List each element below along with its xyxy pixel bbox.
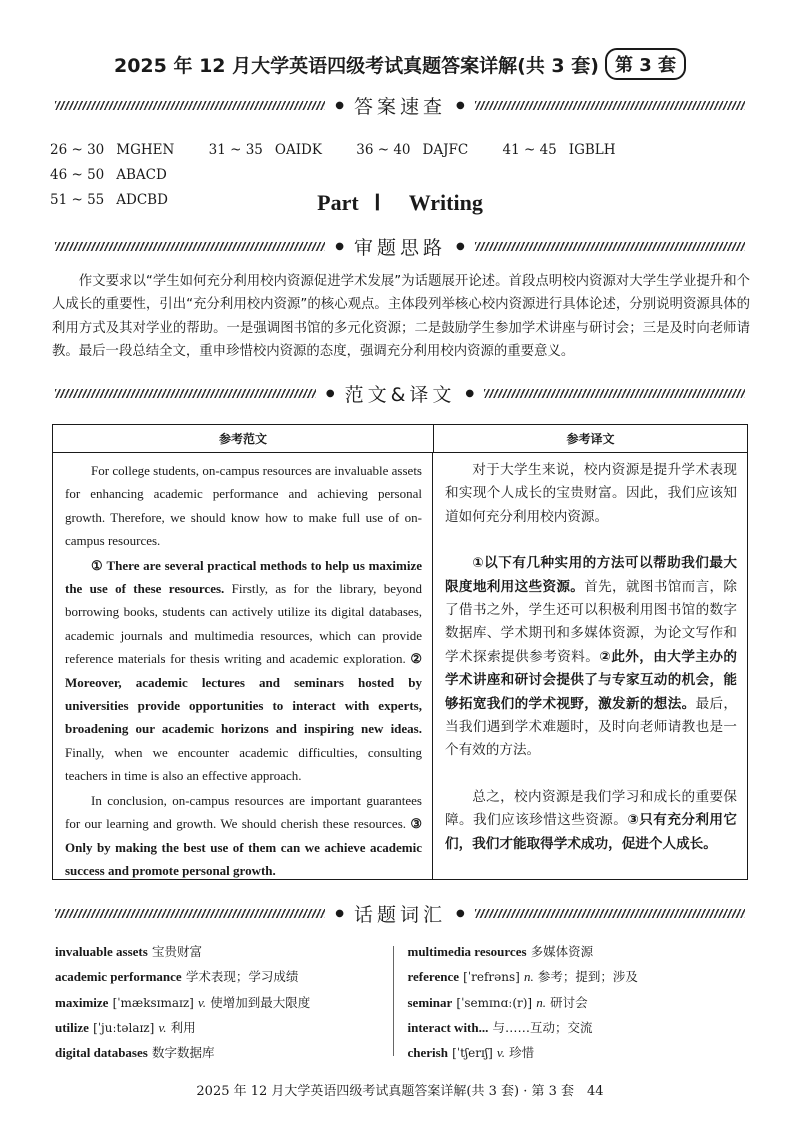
bullet-icon: ● bbox=[456, 240, 465, 252]
vocab-meaning: 宝贵财富 bbox=[151, 944, 202, 959]
section-label: 审题思路 bbox=[354, 236, 447, 259]
bullet-icon: ● bbox=[335, 240, 344, 252]
vocab-phonetic: [ˈtʃerɪʃ] bbox=[452, 1046, 493, 1061]
translation-paragraph-3 bbox=[445, 786, 737, 856]
vocab-term: reference bbox=[407, 969, 459, 985]
section-header-model bbox=[55, 380, 745, 406]
answer-value: DAJFC bbox=[422, 142, 469, 158]
vocab-pos: n. bbox=[536, 994, 547, 1010]
answer-value: ABACD bbox=[116, 167, 167, 183]
vocab-term: invaluable assets bbox=[55, 944, 148, 959]
section-label: 话题词汇 bbox=[354, 903, 447, 926]
header-translation: 参考译文 bbox=[566, 432, 615, 446]
essay-text: Finally, when we encounter academic difficulties, consulting teachers in time is also an effective approach. bbox=[65, 744, 422, 784]
vocab-item bbox=[55, 965, 393, 990]
section-label: 范文&译文 bbox=[344, 383, 456, 406]
thinking-paragraph: 作文要求以“学生如何充分利用校内资源促进学术发展”为话题展开论述。首段点明校内资源对大学生学业提升和个人成长的重要性，引出“充分利用校内资源”的核心观点。主体段列举核心校内资源进行具体论述，分别说明资源具体的利用方式及其对学业的帮助。一是强调图书馆的多元化资源；二是鼓励学生参加学术讲座与研讨会；三是及时向老师请教。最后一段总结全文，重申珍惜校内资源的态度，强调充分利用校内资源的重要意义。 bbox=[52, 274, 750, 359]
section-header-vocab bbox=[55, 900, 745, 926]
vocab-item bbox=[408, 1016, 746, 1041]
vocab-phonetic: [ˈrefrəns] bbox=[463, 970, 520, 985]
translation-text: 总之，校内资源是我们学习和成长的重要保障。我们应该珍惜这些资源。 bbox=[445, 788, 737, 829]
translation-paragraph-2 bbox=[445, 552, 737, 763]
vocab-term: utilize bbox=[55, 1019, 89, 1035]
vocab-meaning: 多媒体资源 bbox=[530, 944, 594, 959]
table-header-row bbox=[53, 425, 747, 453]
key-sentence-3-zh: ③只有充分利用它们，我们才能取得学术成功，促进个人成长。 bbox=[445, 812, 738, 852]
bullet-icon: ● bbox=[465, 387, 475, 399]
vocab-meaning: 利用 bbox=[170, 1019, 196, 1035]
vocab-pos: v. bbox=[158, 1019, 167, 1035]
vocab-item bbox=[408, 1041, 746, 1066]
essay-text: In conclusion, on-campus resources are important guarantees for our learning and growth. We should cherish these resources. bbox=[65, 792, 422, 832]
answer-item bbox=[50, 163, 167, 188]
essay-text: Firstly, as for the library, beyond borrowing books, students can actively utilize its digital databases, academic journals and multimedia resources, which can provide reference materials for thesis writing and academic exploration. bbox=[65, 581, 422, 667]
bullet-icon: ● bbox=[456, 907, 465, 919]
vocab-meaning: 学术表现；学习成绩 bbox=[185, 969, 299, 985]
hatch-divider bbox=[475, 242, 745, 251]
vocab-phonetic: [ˈmæksɪmaɪz] bbox=[112, 995, 194, 1010]
answer-item bbox=[503, 138, 616, 163]
part-title bbox=[0, 190, 800, 216]
translation-cell bbox=[433, 453, 747, 879]
answer-range: 51 ~ 55 bbox=[50, 192, 105, 208]
key-sentence-2: ② Moreover, academic lectures and seminars hosted by universities provide opportunities to interact with experts, broadening our academic horizons and inspiring new ideas. bbox=[65, 651, 422, 737]
hatch-divider bbox=[55, 389, 316, 398]
vocab-term: cherish bbox=[407, 1045, 448, 1061]
hatch-divider bbox=[55, 101, 325, 110]
vocab-item bbox=[408, 940, 746, 965]
bullet-icon: ● bbox=[335, 907, 344, 919]
vocab-item bbox=[55, 991, 393, 1016]
key-sentence-3: ③ Only by making the best use of them can we achieve academic success and promote personal growth. bbox=[65, 816, 422, 878]
vocab-meaning: 与……互动；交流 bbox=[492, 1019, 593, 1035]
page-footer: 2025 年 12 月大学英语四级考试真题答案详解(共 3 套) · 第 3 套 44 bbox=[196, 1084, 604, 1099]
part-name: Writing bbox=[408, 190, 483, 215]
hatch-divider bbox=[484, 389, 745, 398]
set-badge: 第 3 套 bbox=[605, 48, 686, 80]
vocab-item bbox=[408, 965, 746, 990]
vocab-list bbox=[55, 940, 745, 1062]
vocab-term: seminar bbox=[407, 994, 453, 1010]
page-title bbox=[30, 44, 770, 84]
key-sentence-1-zh: ①以下有几种实用的方法可以帮助我们最大限度地利用这些资源。 bbox=[445, 555, 737, 595]
answer-range: 26 ~ 30 bbox=[50, 142, 105, 158]
vocab-term: maximize bbox=[55, 994, 109, 1010]
vocab-phonetic: [ˈsemɪnɑː(r)] bbox=[456, 995, 533, 1010]
vocab-meaning: 使增加到最大限度 bbox=[210, 994, 311, 1010]
vocab-item bbox=[55, 1041, 393, 1066]
translation-text: 首先，就图书馆而言，除了借书之外，学生还可以积极利用图书馆的数字数据库、学术期刊和多媒体资源，为论文写作和学术探索提供参考资料。 bbox=[445, 578, 737, 665]
vocab-pos: v. bbox=[197, 994, 207, 1010]
section-label: 答案速查 bbox=[354, 95, 447, 118]
vocab-column-right bbox=[398, 940, 746, 1062]
translation-paragraph-1: 对于大学生来说，校内资源是提升学术表现和实现个人成长的宝贵财富。因此，我们应该知道如何充分利用校内资源。 bbox=[445, 462, 737, 525]
bullet-icon: ● bbox=[335, 99, 344, 111]
translation-text: 最后，当我们遇到学术难题时，及时向老师请教也是一个有效的方法。 bbox=[445, 695, 738, 759]
column-divider bbox=[393, 946, 394, 1056]
essay-paragraph-2 bbox=[65, 554, 422, 788]
hatch-divider bbox=[475, 101, 745, 110]
vocab-meaning: 研讨会 bbox=[550, 994, 588, 1010]
answer-value: IGBLH bbox=[568, 142, 616, 158]
vocab-item bbox=[408, 991, 746, 1016]
hatch-divider bbox=[475, 909, 745, 918]
vocab-meaning: 数字数据库 bbox=[151, 1045, 215, 1061]
section-header-thinking bbox=[55, 233, 745, 259]
answer-range: 46 ~ 50 bbox=[50, 167, 105, 183]
hatch-divider bbox=[55, 242, 325, 251]
answer-value: OAIDK bbox=[274, 142, 322, 158]
vocab-pos: n. bbox=[523, 969, 534, 985]
vocab-term: multimedia resources bbox=[407, 944, 527, 959]
answer-range: 31 ~ 35 bbox=[208, 142, 263, 158]
bullet-icon: ● bbox=[325, 387, 335, 399]
key-sentence-1: ① There are several practical methods to help us maximize the use of these resources. bbox=[65, 557, 422, 597]
answer-item bbox=[356, 138, 468, 163]
answer-item bbox=[50, 138, 174, 163]
vocab-term: interact with... bbox=[407, 1019, 489, 1035]
vocab-term: digital databases bbox=[55, 1045, 148, 1061]
vocab-phonetic: [ˈjuːtəlaɪz] bbox=[93, 1020, 155, 1035]
table-body-row bbox=[53, 453, 747, 879]
answer-range: 36 ~ 40 bbox=[356, 142, 411, 158]
title-main: 2025 年 12 月大学英语四级考试真题答案详解(共 3 套) bbox=[113, 54, 599, 77]
vocab-pos: v. bbox=[496, 1045, 505, 1061]
vocab-column-left bbox=[55, 940, 393, 1062]
header-model-essay: 参考范文 bbox=[53, 425, 434, 452]
part-number: Part Ⅰ bbox=[317, 190, 381, 215]
answer-range: 41 ~ 45 bbox=[502, 142, 557, 158]
essay-paragraph-1: For college students, on-campus resources are invaluable assets for enhancing academic performance and achieving personal growth. Therefore, we should know how to make full use of on-campus resources. bbox=[65, 463, 422, 549]
essay-table bbox=[52, 424, 748, 880]
answer-value: ADCBD bbox=[116, 192, 168, 208]
answer-value: MGHEN bbox=[116, 142, 175, 158]
vocab-term: academic performance bbox=[55, 969, 182, 985]
essay-paragraph-3 bbox=[65, 789, 422, 883]
hatch-divider bbox=[55, 909, 325, 918]
vocab-item bbox=[55, 940, 393, 965]
vocab-meaning: 参考；提到；涉及 bbox=[537, 969, 638, 985]
vocab-meaning: 珍惜 bbox=[509, 1045, 535, 1061]
key-sentence-2-zh: ②此外，由大学主办的学术讲座和研讨会提供了与专家互动的机会，能够拓宽我们的学术视野，激发新的想法。 bbox=[445, 648, 737, 712]
vocab-item bbox=[55, 1016, 393, 1041]
model-essay-cell bbox=[53, 453, 433, 879]
answer-item bbox=[209, 138, 322, 163]
bullet-icon: ● bbox=[456, 99, 465, 111]
section-header-answers bbox=[55, 92, 745, 118]
